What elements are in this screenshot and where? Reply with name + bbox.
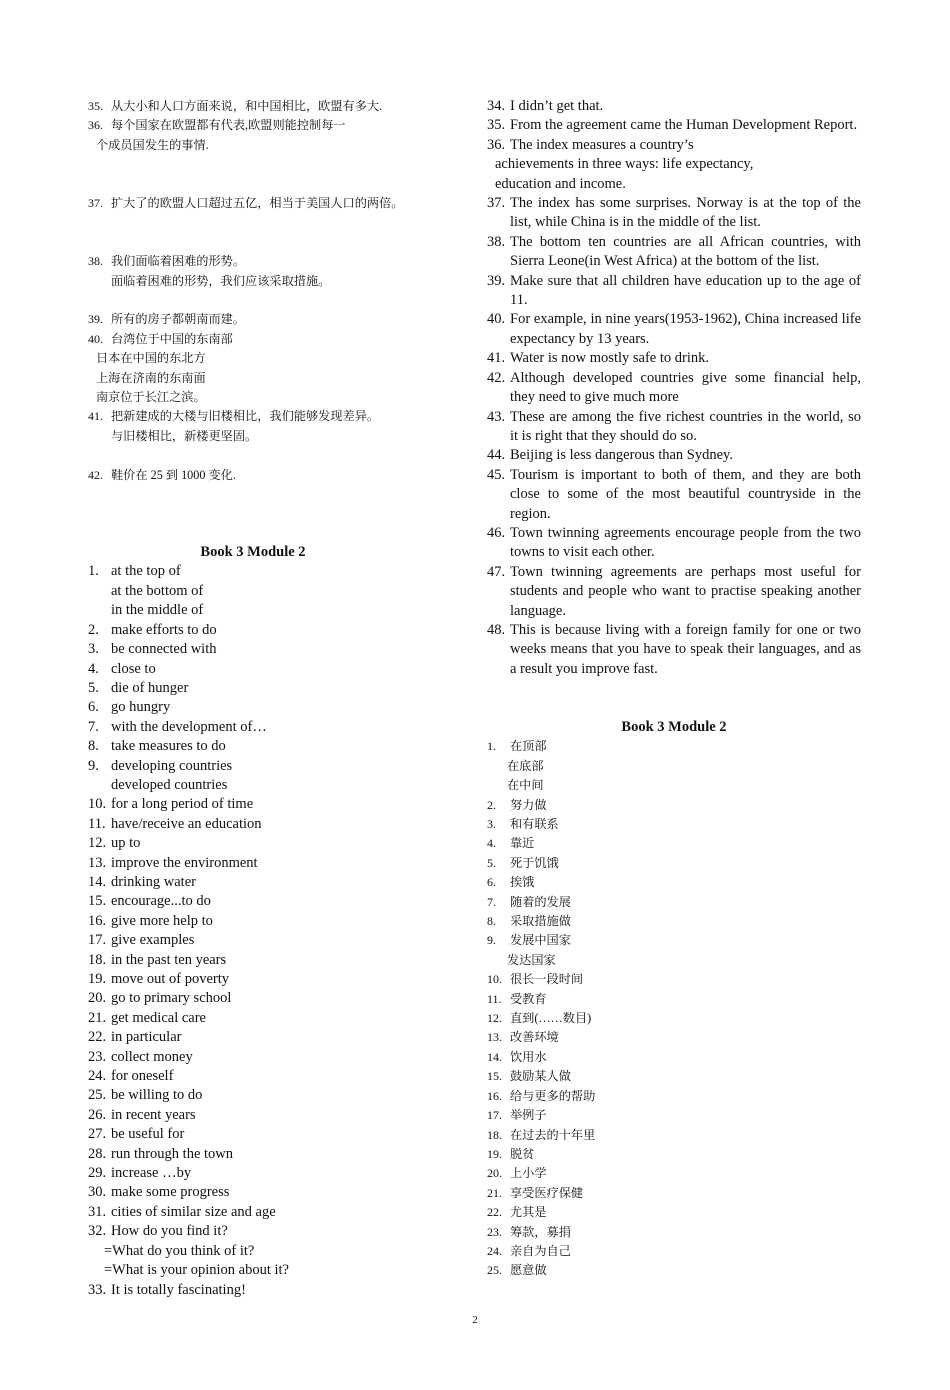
- item-number: 10.: [88, 796, 107, 813]
- item-text: for a long period of time: [111, 796, 254, 813]
- list-item: [88, 582, 418, 601]
- item-number: 19.: [487, 1146, 502, 1161]
- list-item: [88, 116, 418, 135]
- item-continuation: 南京位于长江之滨。: [96, 390, 206, 405]
- item-text: at the top of: [111, 563, 181, 580]
- item-number: 36.: [487, 136, 506, 153]
- item-number: 6.: [88, 699, 99, 716]
- item-text: 挨饿: [510, 875, 535, 890]
- item-text: From the agreement came the Human Development Report.: [510, 117, 858, 134]
- item-text: For example, in nine years(1953-1962), China increased life expectancy by 13 years.: [510, 311, 861, 347]
- item-number: 41.: [487, 350, 506, 367]
- item-text: give examples: [111, 932, 195, 949]
- list-item: [88, 1261, 418, 1280]
- list-item: [487, 194, 861, 233]
- item-number: 44.: [487, 447, 506, 464]
- item-text: This is because living with a foreign family for one or two weeks means that you have to speak their languages, and as a result you improve fast.: [510, 621, 861, 677]
- item-text: 直到(……数目): [510, 1011, 592, 1026]
- item-text: in particular: [111, 1029, 182, 1046]
- item-text: with the development of…: [111, 718, 267, 735]
- list-item: [487, 815, 861, 834]
- item-text: Town twinning agreements are perhaps most useful for students and people who want to practise speaking another language.: [510, 563, 861, 619]
- item-text: in recent years: [111, 1106, 196, 1123]
- list-item: [487, 1184, 861, 1203]
- item-number: 9.: [487, 933, 496, 948]
- item-number: 19.: [88, 971, 107, 987]
- list-item: [88, 1164, 418, 1183]
- item-text: increase …by: [111, 1165, 192, 1182]
- item-number: 21.: [487, 1185, 502, 1200]
- item-text: 所有的房子都朝南而建。: [111, 312, 246, 327]
- list-item: [88, 892, 418, 911]
- item-number: 18.: [487, 1127, 502, 1142]
- list-item: [88, 1067, 418, 1086]
- list-item: [487, 737, 861, 756]
- list-item: [88, 1203, 418, 1222]
- list-item: [88, 1281, 418, 1300]
- item-number: 47.: [487, 563, 506, 580]
- item-text: have/receive an education: [111, 815, 262, 832]
- item-number: 31.: [88, 1203, 107, 1220]
- item-text: 把新建成的大楼与旧楼相比，我们能够发现差异。: [111, 409, 380, 424]
- list-item: [487, 1164, 861, 1183]
- list-item: [88, 776, 418, 795]
- item-text: Beijing is less dangerous than Sydney.: [510, 447, 733, 464]
- item-number: 23.: [487, 1224, 502, 1239]
- list-item: [88, 1048, 418, 1067]
- item-text: 改善环境: [510, 1030, 559, 1045]
- item-number: 7.: [88, 718, 99, 735]
- item-text: 享受医疗保健: [510, 1185, 584, 1200]
- list-item: [487, 1009, 861, 1028]
- phrase-list: [88, 562, 418, 1299]
- phrase-list: [487, 737, 861, 1280]
- item-text: developed countries: [111, 776, 228, 793]
- left-column: [88, 97, 418, 1300]
- list-item: [487, 233, 861, 272]
- item-text: 给与更多的帮助: [510, 1088, 596, 1103]
- list-item: [88, 854, 418, 873]
- list-item: [88, 310, 418, 329]
- item-number: 40.: [88, 331, 103, 346]
- section-heading: Book 3 Module 2: [621, 718, 727, 735]
- item-number: 37.: [487, 195, 506, 212]
- item-text: 在中间: [507, 778, 544, 793]
- item-text: 在顶部: [510, 739, 547, 754]
- item-number: 7.: [487, 894, 496, 909]
- item-text: 发达国家: [507, 952, 556, 967]
- item-number: 8.: [487, 914, 496, 929]
- item-number: 2.: [487, 797, 496, 812]
- list-item: [88, 873, 418, 892]
- list-item: [88, 931, 418, 950]
- item-text: be connected with: [111, 641, 217, 658]
- list-item: [487, 1028, 861, 1047]
- list-item: [88, 466, 418, 485]
- list-item: [487, 970, 861, 989]
- item-text: 鼓励某人做: [510, 1069, 571, 1084]
- item-text: collect money: [111, 1048, 193, 1065]
- list-item: [88, 660, 418, 679]
- item-number: 20.: [88, 990, 107, 1007]
- item-number: 48.: [487, 621, 506, 638]
- item-number: 25.: [88, 1087, 107, 1104]
- item-text: Town twinning agreements encourage people from the two towns to visit each other.: [510, 524, 861, 561]
- item-number: 35.: [88, 99, 103, 113]
- item-text: These are among the five richest countries in the world, so it is right that they should do so.: [510, 408, 861, 444]
- item-number: 25.: [487, 1263, 502, 1278]
- item-text: cities of similar size and age: [111, 1203, 276, 1220]
- item-number: 16.: [88, 912, 107, 929]
- list-item: [487, 369, 861, 408]
- item-text: =What is your opinion about it?: [104, 1262, 289, 1279]
- list-item: [487, 1223, 861, 1242]
- item-number: 13.: [487, 1030, 502, 1045]
- list-item: [88, 330, 418, 349]
- list-item: [88, 1242, 418, 1261]
- list-item: [487, 310, 861, 349]
- item-text: 举例子: [510, 1108, 547, 1123]
- list-item: [88, 1222, 418, 1241]
- item-number: 38.: [487, 233, 506, 250]
- item-text: I didn’t get that.: [510, 98, 604, 114]
- item-text: 鞋价在 25 到 1000 变化.: [111, 467, 236, 482]
- item-number: 12.: [88, 835, 107, 852]
- list-item: [88, 951, 418, 970]
- item-continuation: 面临着困难的形势，我们应该采取措施。: [111, 273, 331, 288]
- item-number: 28.: [88, 1145, 107, 1162]
- list-item: [487, 1126, 861, 1145]
- list-item: [88, 252, 418, 271]
- list-item: [487, 854, 861, 873]
- item-number: 12.: [487, 1011, 502, 1026]
- item-number: 29.: [88, 1165, 107, 1182]
- list-item: [487, 776, 861, 795]
- item-text: The bottom ten countries are all African countries, with Sierra Leone(in West Africa) at the bottom of the list.: [510, 233, 861, 270]
- list-item: [487, 1087, 861, 1106]
- item-number: 24.: [88, 1068, 107, 1085]
- item-text: go to primary school: [111, 990, 232, 1007]
- item-continuation: education and income.: [495, 175, 626, 192]
- list-item: [88, 834, 418, 853]
- section-heading: Book 3 Module 2: [200, 544, 306, 561]
- list-item: [88, 815, 418, 834]
- list-item: [487, 757, 861, 776]
- item-text: 我们面临着困难的形势。: [111, 254, 246, 269]
- list-item: [487, 912, 861, 931]
- item-number: 36.: [88, 118, 103, 133]
- item-number: 15.: [88, 893, 107, 910]
- list-item: [487, 1242, 861, 1261]
- list-item: [88, 407, 418, 426]
- list-item: [487, 951, 861, 970]
- list-item: [88, 194, 418, 213]
- item-number: 22.: [487, 1205, 502, 1220]
- list-item: [88, 970, 418, 989]
- item-number: 43.: [487, 408, 506, 425]
- list-item: [487, 1145, 861, 1164]
- list-item: [487, 873, 861, 892]
- item-number: 3.: [88, 641, 99, 658]
- item-number: 2.: [88, 621, 99, 638]
- list-item: [88, 1106, 418, 1125]
- item-number: 1.: [487, 739, 496, 754]
- list-item: [88, 1125, 418, 1144]
- item-text: in the middle of: [111, 602, 204, 619]
- item-text: Water is now mostly safe to drink.: [510, 350, 709, 367]
- item-text: get medical care: [111, 1009, 206, 1026]
- item-text: drinking water: [111, 873, 196, 890]
- item-number: 30.: [88, 1184, 107, 1201]
- item-text: be useful for: [111, 1126, 185, 1143]
- list-item: [88, 698, 418, 717]
- item-continuation: 与旧楼相比，新楼更坚固。: [111, 428, 258, 443]
- list-item: [88, 757, 418, 776]
- item-number: 35.: [487, 117, 506, 134]
- item-number: 34.: [487, 98, 506, 114]
- item-text: 饮用水: [510, 1049, 547, 1064]
- item-text: 台湾位于中国的东南部: [111, 331, 233, 346]
- list-item: [487, 1106, 861, 1125]
- item-number: 14.: [487, 1049, 502, 1064]
- item-number: 39.: [88, 312, 103, 327]
- item-number: 39.: [487, 272, 506, 289]
- list-item: [487, 990, 861, 1009]
- item-text: 靠近: [510, 836, 535, 851]
- list-item: [88, 989, 418, 1008]
- item-number: 5.: [88, 679, 99, 696]
- item-text: 受教育: [510, 991, 547, 1006]
- item-text: The index has some surprises. Norway is at the top of the list, while China is in the middle of the list.: [510, 195, 861, 231]
- item-text: go hungry: [111, 699, 171, 716]
- item-text: 很长一段时间: [510, 972, 584, 987]
- list-item: [487, 272, 861, 311]
- item-number: 26.: [88, 1106, 107, 1123]
- page-number: 2: [472, 1314, 478, 1326]
- item-continuation: 日本在中国的东北方: [96, 351, 206, 366]
- list-item: [88, 1028, 418, 1047]
- list-item: [487, 893, 861, 912]
- item-text: improve the environment: [111, 854, 258, 871]
- item-number: 9.: [88, 757, 99, 774]
- item-number: 42.: [487, 369, 506, 386]
- item-number: 45.: [487, 466, 506, 483]
- item-text: 随着的发展: [510, 894, 571, 909]
- item-text: encourage...to do: [111, 893, 211, 910]
- item-text: 死于饥饿: [510, 855, 559, 870]
- item-number: 20.: [487, 1166, 502, 1181]
- right-column: [487, 97, 861, 1281]
- list-item: [487, 524, 861, 563]
- item-continuation: 个成员国发生的事情.: [96, 137, 209, 152]
- list-item: [487, 796, 861, 815]
- item-text: take measures to do: [111, 738, 226, 755]
- item-number: 41.: [88, 409, 103, 424]
- item-number: 17.: [88, 932, 107, 949]
- item-text: 脱贫: [510, 1146, 535, 1161]
- item-text: be willing to do: [111, 1087, 203, 1104]
- item-number: 4.: [88, 660, 99, 677]
- list-item: [487, 349, 861, 368]
- list-item: [487, 116, 861, 135]
- item-number: 11.: [88, 815, 106, 832]
- list-item: [88, 737, 418, 756]
- list-item: [88, 1183, 418, 1202]
- list-item: [487, 97, 861, 116]
- item-text: Although developed countries give some financial help, they need to give much more: [510, 369, 861, 406]
- item-number: 16.: [487, 1088, 502, 1103]
- item-text: make some progress: [111, 1184, 230, 1201]
- list-item: [487, 1261, 861, 1280]
- item-text: =What do you think of it?: [104, 1242, 255, 1259]
- item-number: 8.: [88, 738, 99, 755]
- list-item: [88, 1009, 418, 1028]
- item-text: 从大小和人口方面来说，和中国相比，欧盟有多大.: [111, 99, 383, 113]
- item-text: 上小学: [510, 1166, 547, 1181]
- item-number: 40.: [487, 311, 506, 328]
- item-number: 38.: [88, 254, 103, 269]
- list-item: [487, 1203, 861, 1222]
- item-text: 采取措施做: [510, 914, 571, 929]
- list-item: [487, 466, 861, 524]
- item-text: 扩大了的欧盟人口超过五亿，相当于美国人口的两倍。: [111, 196, 404, 211]
- item-number: 6.: [487, 875, 496, 890]
- item-continuation: achievements in three ways: life expectancy,: [495, 156, 754, 173]
- item-text: give more help to: [111, 912, 213, 929]
- item-text: make efforts to do: [111, 621, 217, 638]
- item-number: 17.: [487, 1108, 502, 1123]
- item-text: 发展中国家: [510, 933, 571, 948]
- item-text: die of hunger: [111, 679, 189, 696]
- item-text: 亲自为自己: [510, 1243, 571, 1258]
- item-text: 和有联系: [510, 817, 559, 832]
- item-number: 22.: [88, 1029, 107, 1046]
- item-text: up to: [111, 835, 141, 852]
- item-text: It is totally fascinating!: [111, 1281, 246, 1298]
- item-text: 努力做: [510, 797, 547, 812]
- list-item: [88, 718, 418, 737]
- list-item: [88, 1086, 418, 1105]
- item-number: 21.: [88, 1009, 107, 1026]
- item-number: 13.: [88, 854, 107, 871]
- list-item: [88, 1145, 418, 1164]
- list-item: [487, 136, 861, 155]
- item-text: How do you find it?: [111, 1223, 228, 1240]
- item-number: 15.: [487, 1069, 502, 1084]
- list-item: [88, 640, 418, 659]
- list-item: [487, 931, 861, 950]
- item-text: move out of poverty: [111, 971, 229, 987]
- item-text: for oneself: [111, 1068, 174, 1085]
- item-text: 每个国家在欧盟都有代表,欧盟则能控制每一: [111, 118, 346, 133]
- item-number: 10.: [487, 972, 502, 987]
- item-number: 14.: [88, 873, 107, 890]
- item-continuation: 上海在济南的东南面: [96, 370, 206, 385]
- list-item: [487, 563, 861, 621]
- list-item: [487, 1067, 861, 1086]
- item-text: Make sure that all children have education up to the age of 11.: [510, 272, 861, 309]
- item-text: run through the town: [111, 1145, 234, 1162]
- item-number: 33.: [88, 1281, 107, 1298]
- list-item: [88, 562, 418, 581]
- list-item: [487, 1048, 861, 1067]
- item-number: 32.: [88, 1223, 107, 1240]
- item-text: 在底部: [507, 758, 544, 773]
- item-text: 筹款，募捐: [510, 1224, 571, 1239]
- list-item: [487, 408, 861, 447]
- item-number: 46.: [487, 524, 506, 541]
- item-number: 24.: [487, 1243, 502, 1258]
- item-number: 1.: [88, 563, 99, 580]
- list-item: [88, 795, 418, 814]
- list-item: [487, 621, 861, 679]
- item-text: close to: [111, 660, 156, 677]
- item-number: 18.: [88, 951, 107, 968]
- item-number: 23.: [88, 1048, 107, 1065]
- item-number: 42.: [88, 467, 103, 482]
- item-text: in the past ten years: [111, 951, 227, 968]
- item-text: 尤其是: [510, 1205, 547, 1220]
- item-text: Tourism is important to both of them, and they are both close to some of the most beautiful countryside in the region.: [510, 466, 861, 522]
- list-item: [88, 679, 418, 698]
- item-number: 11.: [487, 991, 502, 1006]
- list-item: [487, 834, 861, 853]
- item-text: developing countries: [111, 757, 233, 774]
- item-number: 5.: [487, 855, 496, 870]
- item-text: 愿意做: [510, 1263, 547, 1278]
- item-number: 4.: [487, 836, 496, 851]
- list-item: [487, 446, 861, 465]
- item-number: 27.: [88, 1126, 107, 1143]
- list-item: [88, 912, 418, 931]
- list-item: [88, 601, 418, 620]
- item-number: 37.: [88, 196, 103, 211]
- list-item: [88, 621, 418, 640]
- item-number: 3.: [487, 817, 496, 832]
- item-text: 在过去的十年里: [510, 1127, 596, 1142]
- item-text: The index measures a country’s: [510, 136, 694, 153]
- list-item: [88, 97, 418, 116]
- item-text: at the bottom of: [111, 582, 204, 599]
